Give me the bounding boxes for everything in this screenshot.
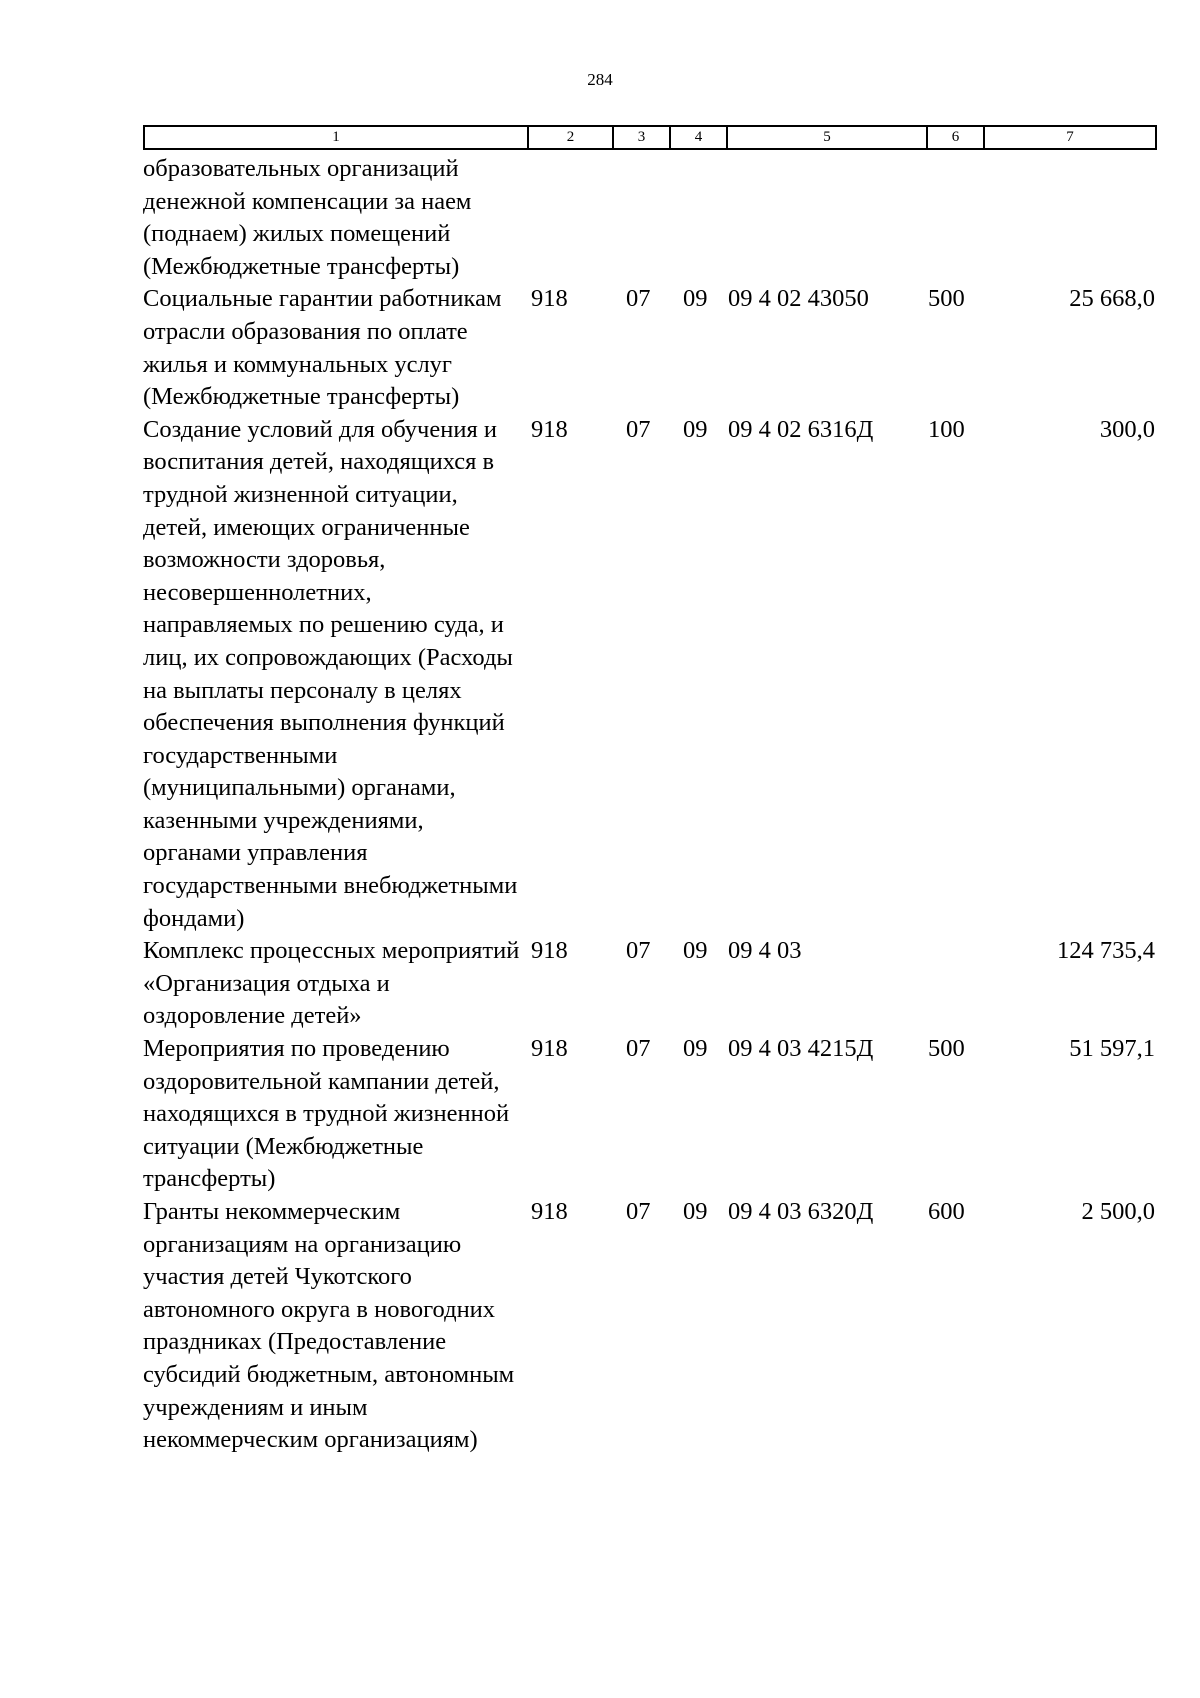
row-sum: 51 597,1 [1069, 1035, 1155, 1063]
row-ved: 918 [531, 415, 568, 443]
row-pr: 09 [683, 415, 708, 443]
row-vr [926, 153, 983, 283]
budget-table [143, 153, 1155, 1457]
row-name: Мероприятия по проведению оздоровительной кампании детей, находящихся в трудной жизненной ситуации (Межбюджетные трансферты) [143, 1035, 510, 1193]
row-pr: 09 [683, 1035, 708, 1063]
row-name: Комплекс процессных мероприятий «Организация отдыха и оздоровление детей» [143, 937, 520, 1030]
column-number-header [143, 125, 1157, 150]
row-pr: 09 [683, 937, 708, 965]
header-col-2: 2 [528, 126, 613, 149]
row-name: Гранты некоммерческим организациям на организацию участия детей Чукотского автономного округа в новогодних праздниках (Предоставление субсидий бюджетным, автономным учреждениям и иным некоммерческим организациям) [143, 1198, 515, 1454]
row-pr: 09 [683, 1198, 708, 1225]
table-row [143, 1196, 1155, 1457]
row-pr [669, 153, 726, 283]
row-rz [612, 153, 669, 283]
row-csr: 09 4 02 43050 [728, 285, 869, 313]
row-csr: 09 4 02 6316Д [728, 415, 874, 443]
row-ved: 918 [531, 285, 568, 313]
row-ved: 918 [531, 1198, 568, 1225]
page-number: 284 [587, 70, 613, 89]
row-name: Социальные гарантии работникам отрасли образования по оплате жилья и коммунальных услуг (Межбюджетные трансферты) [143, 285, 502, 411]
row-pr: 09 [683, 285, 708, 313]
row-rz: 07 [626, 415, 651, 443]
row-rz: 07 [626, 285, 651, 313]
row-vr: 100 [928, 415, 965, 443]
table-row [143, 283, 1155, 413]
header-col-5: 5 [727, 126, 927, 149]
row-vr [926, 935, 983, 1033]
header-col-3: 3 [613, 126, 670, 149]
table-row [143, 153, 1155, 283]
row-ved: 918 [531, 1035, 568, 1063]
row-vr: 500 [928, 1035, 965, 1063]
row-vr: 600 [928, 1198, 965, 1225]
row-csr: 09 4 03 [728, 937, 802, 965]
table-row [143, 1033, 1155, 1196]
row-sum: 300,0 [1099, 415, 1155, 443]
row-vr: 500 [928, 285, 965, 313]
header-col-1: 1 [144, 126, 528, 149]
header-col-7: 7 [984, 126, 1156, 149]
row-ved [527, 153, 612, 283]
row-sum [983, 153, 1155, 283]
table-row [143, 935, 1155, 1033]
header-col-4: 4 [670, 126, 727, 149]
row-csr: 09 4 03 4215Д [728, 1035, 874, 1063]
row-csr: 09 4 03 6320Д [728, 1198, 874, 1225]
row-sum: 25 668,0 [1069, 285, 1155, 313]
row-rz: 07 [626, 937, 651, 965]
row-name: Создание условий для обучения и воспитания детей, находящихся в трудной жизненной ситуации, детей, имеющих ограниченные возможности здоровья, несовершеннолетних, направляемых по решению суда, и лиц, их сопровождающих (Расходы на выплаты персоналу в целях обеспечения выполнения функций государственными (муниципальными) органами, казенными учреждениями, органами управления государственными внебюджетными фондами) [143, 415, 518, 932]
table-row [143, 414, 1155, 936]
row-sum: 124 735,4 [1057, 937, 1155, 965]
row-rz: 07 [626, 1035, 651, 1063]
row-name: образовательных организаций денежной компенсации за наем (поднаем) жилых помещений (Межбюджетные трансферты) [143, 155, 472, 280]
row-csr [726, 153, 926, 283]
header-col-6: 6 [927, 126, 984, 149]
row-ved: 918 [531, 937, 568, 965]
row-sum: 2 500,0 [1081, 1198, 1155, 1225]
row-rz: 07 [626, 1198, 651, 1225]
